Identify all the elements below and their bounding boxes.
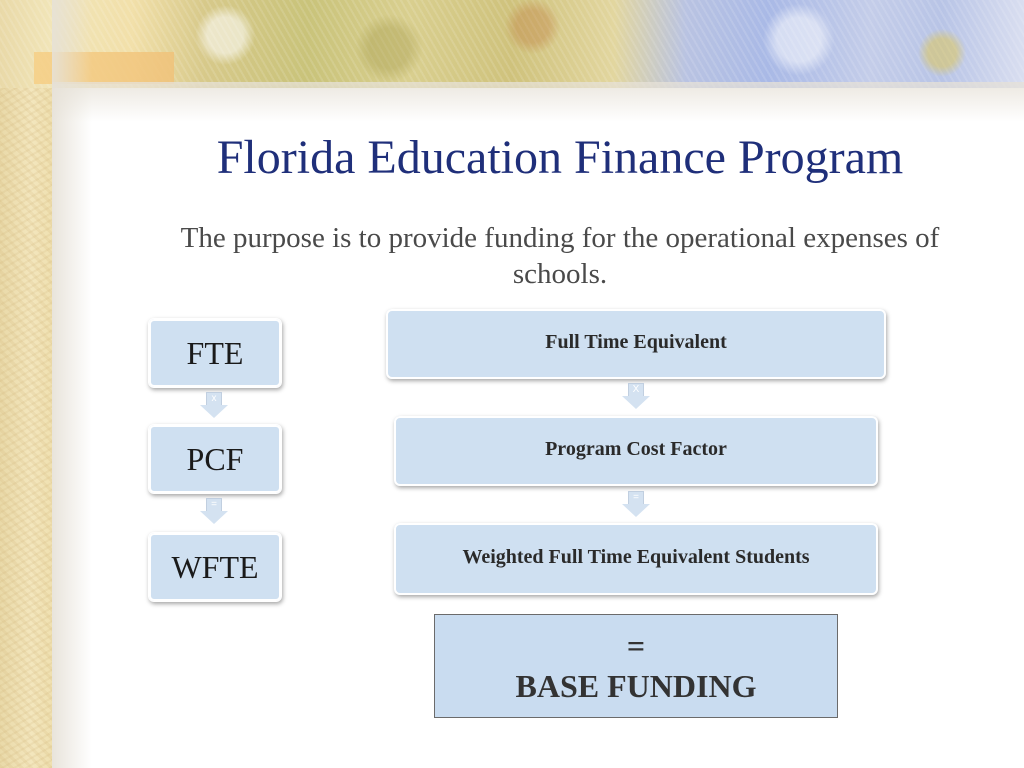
weighted-fte-students-box xyxy=(394,523,878,595)
fte-box xyxy=(148,318,282,388)
arrow-down-icon xyxy=(622,396,650,409)
result-operator: = xyxy=(626,628,646,664)
multiply-arrow-left xyxy=(199,392,229,418)
equals-operator-right: = xyxy=(628,491,644,504)
multiply-arrow-right xyxy=(621,383,651,409)
base-funding-label: BASE FUNDING xyxy=(515,668,757,704)
equals-operator-left: = xyxy=(206,498,222,511)
arrow-down-icon xyxy=(622,504,650,517)
decorative-left-strip xyxy=(0,0,52,768)
slide-title: Florida Education Finance Program xyxy=(216,131,904,184)
slide-subtitle: The purpose is to provide funding for the operational expenses of schools. xyxy=(180,222,940,290)
arrow-down-icon xyxy=(200,405,228,418)
fte-box-label: FTE xyxy=(186,334,244,371)
full-time-equivalent-label: Full Time Equivalent xyxy=(545,330,727,353)
full-time-equivalent-box xyxy=(386,309,886,379)
base-funding-box xyxy=(434,614,838,718)
program-cost-factor-label: Program Cost Factor xyxy=(545,437,727,460)
equals-arrow-left xyxy=(199,498,229,524)
multiply-operator-right: X xyxy=(628,383,644,396)
equals-arrow-right xyxy=(621,491,651,517)
pcf-box-label: PCF xyxy=(186,440,244,477)
wfte-box-label: WFTE xyxy=(171,548,259,585)
weighted-fte-students-label: Weighted Full Time Equivalent Students xyxy=(462,545,810,568)
pcf-box xyxy=(148,424,282,494)
program-cost-factor-box xyxy=(394,416,878,486)
wfte-box xyxy=(148,532,282,602)
decorative-banner-fade xyxy=(52,82,1024,122)
multiply-operator-left: x xyxy=(206,392,222,405)
arrow-down-icon xyxy=(200,511,228,524)
